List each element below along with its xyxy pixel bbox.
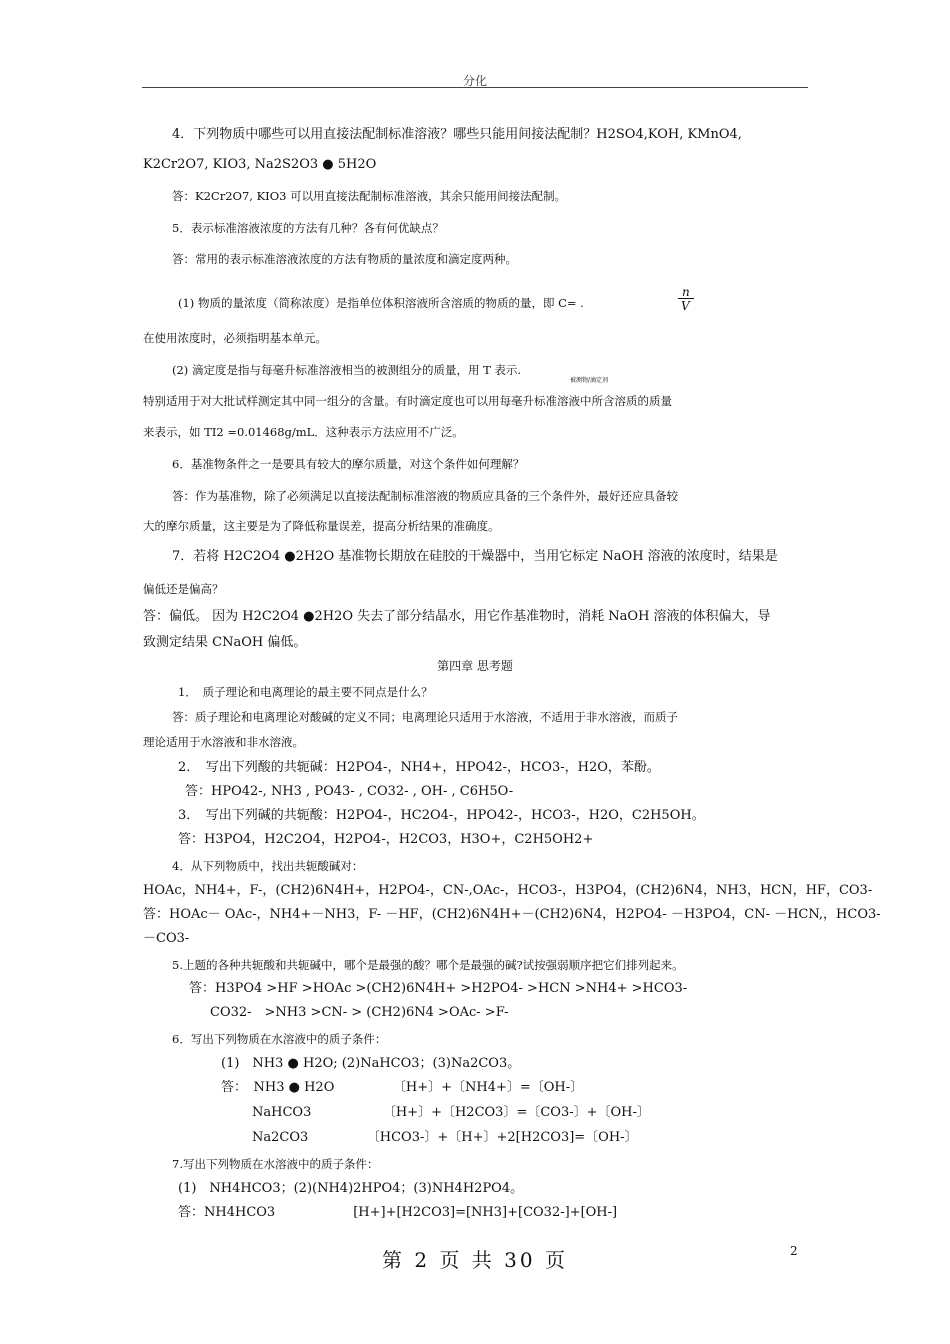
question-4: 4．下列物质中哪些可以用直接法配制标准溶液？哪些只能用间接法配制？H2SO4,KOH, KMnO4, <box>172 127 742 142</box>
ch4-answer-2: 答：HPO42-, NH3 , PO43- , CO32- , OH- , C6H5O- <box>185 784 514 799</box>
answer-6-cont: 大的摩尔质量，这主要是为了降低称量误差，提高分析结果的准确度。 <box>143 519 500 533</box>
ch4-question-7: 7.写出下列物质在水溶液中的质子条件： <box>172 1157 379 1171</box>
page-footer: 第 2 页 共 30 页 <box>382 1248 568 1272</box>
ch4-question-6-items: (1) NH3 ● H2O; (2)NaHCO3；(3)Na2CO3。 <box>221 1056 521 1071</box>
page-number: 2 <box>790 1244 798 1258</box>
header-rule <box>142 87 808 88</box>
ch4-answer-6-a: 答： NH3 ● H2O 〔H+〕+〔NH4+〕=〔OH-〕 <box>221 1080 584 1095</box>
ch4-question-1: 1． 质子理论和电离理论的最主要不同点是什么？ <box>178 685 433 699</box>
answer-5: 答：常用的表示标准溶液浓度的方法有物质的量浓度和滴定度两种。 <box>172 252 517 266</box>
ch4-question-2: 2． 写出下列酸的共轭碱：H2PO4-，NH4+，HPO42-，HCO3-，H2O，苯酚。 <box>178 760 660 775</box>
ch4-answer-4-cont: －CO3- <box>143 931 190 946</box>
question-7: 7．若将 H2C2O4 ●2H2O 基准物长期放在硅胶的干燥器中，当用它标定 NaOH 溶液的浓度时，结果是 <box>172 549 778 564</box>
answer-7-cont: 致测定结果 CNaOH 偏低。 <box>143 635 307 650</box>
ch4-question-5: 5.上题的各种共轭酸和共轭碱中，哪个是最强的酸？哪个是最强的碱?试按强弱顺序把它们排列起来。 <box>172 958 684 972</box>
answer-5-point-2-example: 来表示，如 TI2 =0.01468g/mL．这种表示方法应用不广泛。 <box>143 425 464 439</box>
ch4-answer-1-cont: 理论适用于水溶液和非水溶液。 <box>143 735 304 749</box>
question-5: 5．表示标准溶液浓度的方法有几种？各有何优缺点？ <box>172 221 444 235</box>
formula-denominator: V <box>681 299 690 313</box>
question-4-cont: K2Cr2O7, KIO3, Na2S2O3 ● 5H2O <box>143 157 377 172</box>
question-6: 6．基准物条件之一是要具有较大的摩尔质量，对这个条件如何理解？ <box>172 457 525 471</box>
answer-6: 答：作为基准物，除了必须满足以直接法配制标准溶液的物质应具备的三个条件外，最好还应具备较 <box>172 489 678 503</box>
titer-subscript: 被测物/滴定剂 <box>570 377 609 384</box>
ch4-answer-7: 答：NH4HCO3 [H+]+[H2CO3]=[NH3]+[CO32-]+[OH-] <box>178 1205 618 1220</box>
question-7-cont: 偏低还是偏高？ <box>143 582 224 596</box>
formula-numerator: n <box>682 285 690 299</box>
answer-7: 答：偏低。 因为 H2C2O4 ●2H2O 失去了部分结晶水，用它作基准物时，消耗 NaOH 溶液的体积偏大，导 <box>143 609 771 624</box>
ch4-question-7-items: (1) NH4HCO3；(2)(NH4)2HPO4；(3)NH4H2PO4。 <box>178 1181 524 1196</box>
ch4-question-4-list: HOAc，NH4+，F-，(CH2)6N4H+，H2PO4-，CN-,OAc-，HCO3-，H3PO4，(CH2)6N4，NH3，HCN，HF，CO3- <box>143 883 873 898</box>
ch4-question-6: 6．写出下列物质在水溶液中的质子条件： <box>172 1032 387 1046</box>
running-header: 分化 <box>462 74 487 88</box>
ch4-question-3: 3． 写出下列碱的共轭酸：H2PO4-，HC2O4-，HPO42-，HCO3-，H2O，C2H5OH。 <box>178 808 705 823</box>
ch4-question-4: 4．从下列物质中，找出共轭酸碱对： <box>172 859 364 873</box>
ch4-answer-5-cont: CO32- >NH3 >CN- > (CH2)6N4 >OAc- >F- <box>210 1005 509 1020</box>
answer-5-note: 在使用浓度时，必须指明基本单元。 <box>143 331 327 345</box>
ch4-answer-5: 答：H3PO4 >HF >HOAc >(CH2)6N4H+ >H2PO4- >HCN >NH4+ >HCO3- <box>189 981 688 996</box>
ch4-answer-6-b: NaHCO3 〔H+〕+〔H2CO3〕=〔CO3-〕+〔OH-〕 <box>252 1105 650 1120</box>
answer-5-point-1: (1) 物质的量浓度（简称浓度）是指单位体积溶液所含溶质的物质的量，即 C= . <box>178 296 584 310</box>
answer-4: 答：K2Cr2O7, KIO3 可以用直接法配制标准溶液，其余只能用间接法配制。 <box>172 189 567 203</box>
answer-5-point-2: (2) 滴定度是指与每毫升标准溶液相当的被测组分的质量，用 T 表示. <box>172 363 522 377</box>
ch4-answer-3: 答：H3PO4，H2C2O4，H2PO4-，H2CO3，H3O+，C2H5OH2+ <box>178 832 594 847</box>
answer-5-point-2-cont: 特别适用于对大批试样测定其中同一组分的含量。有时滴定度也可以用每毫升标准溶液中所含溶质的质量 <box>143 394 672 408</box>
chapter-heading: 第四章 思考题 <box>437 659 513 673</box>
ch4-answer-1: 答：质子理论和电离理论对酸碱的定义不同；电离理论只适用于水溶液，不适用于非水溶液，而质子 <box>172 710 678 724</box>
ch4-answer-4: 答：HOAc－ OAc-，NH4+－NH3，F- －HF，(CH2)6N4H+－(CH2)6N4，H2PO4- －H3PO4，CN- －HCN,，HCO3- <box>143 907 881 922</box>
ch4-answer-6-c: Na2CO3 〔HCO3-〕+〔H+〕+2[H2CO3]=〔OH-〕 <box>252 1130 638 1145</box>
